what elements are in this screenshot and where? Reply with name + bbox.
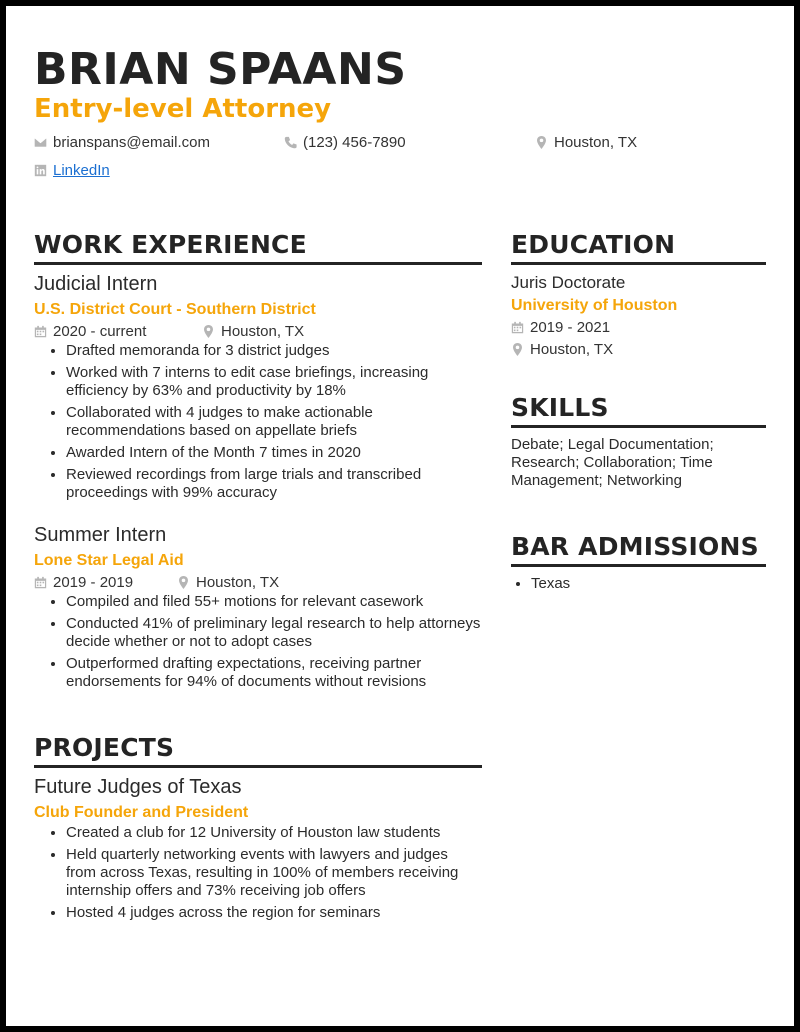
calendar-icon xyxy=(511,321,524,334)
bullet-item: • Awarded Intern of the Month 7 times in 2020 xyxy=(66,444,482,462)
job-bullets xyxy=(34,342,482,502)
contact-phone xyxy=(284,134,406,151)
project-bullets xyxy=(34,824,482,922)
right-column xyxy=(511,230,766,597)
map-pin-icon xyxy=(177,576,190,589)
bullet-item: • Held quarterly networking events with lawyers and judges from across Texas, resulting in 100% of members receiving internship offers and 73% receiving job offers xyxy=(66,846,482,900)
linkedin-icon xyxy=(34,164,47,177)
map-pin-icon xyxy=(535,136,548,149)
education-dates xyxy=(511,319,766,336)
email-icon xyxy=(34,136,47,149)
job-organization: U.S. District Court - Southern District xyxy=(34,301,316,318)
bullet-item: • Reviewed recordings from large trials and transcribed proceedings with 99% accuracy xyxy=(66,466,482,502)
job-location xyxy=(202,323,304,340)
section-title-education: EDUCATION xyxy=(511,230,766,265)
work-experience-section xyxy=(34,230,482,691)
location-text: Houston, TX xyxy=(554,134,638,151)
bullet-item: • Compiled and filed 55+ motions for relevant casework xyxy=(66,593,482,611)
degree: Juris Doctorate xyxy=(511,273,626,292)
bar-admissions-section xyxy=(511,532,766,593)
skills-section xyxy=(511,393,766,490)
bar-admissions-list xyxy=(511,575,766,593)
project-title: Future Judges of Texas xyxy=(34,776,242,798)
left-column xyxy=(34,230,482,926)
education-section xyxy=(511,230,766,363)
map-pin-icon xyxy=(511,343,524,356)
section-title-skills: SKILLS xyxy=(511,393,766,428)
job-location xyxy=(177,574,279,591)
job-dates xyxy=(34,574,177,591)
phone-text: (123) 456-7890 xyxy=(303,134,406,151)
project-entry xyxy=(34,776,482,922)
project-role: Club Founder and President xyxy=(34,804,249,821)
job-location-text: Houston, TX xyxy=(221,323,305,340)
job-meta xyxy=(34,574,482,591)
education-meta xyxy=(511,319,766,363)
section-title-bar-admissions: BAR ADMISSIONS xyxy=(511,532,766,567)
linkedin-link[interactable]: LinkedIn xyxy=(53,162,110,179)
job-dates xyxy=(34,323,202,340)
bullet-item: • Collaborated with 4 judges to make actionable recommendations based on appellate briefs xyxy=(66,404,482,440)
section-title-projects: PROJECTS xyxy=(34,733,482,768)
bullet-item: • Hosted 4 judges across the region for seminars xyxy=(66,904,482,922)
phone-icon xyxy=(284,136,297,149)
bullet-item: • Outperformed drafting expectations, receiving partner endorsements for 94% of documents without revisions xyxy=(66,655,482,691)
job-entry xyxy=(34,524,482,691)
job-dates-text: 2020 - current xyxy=(53,323,147,340)
job-title: Summer Intern xyxy=(34,524,167,546)
bullet-item: • Drafted memoranda for 3 district judges xyxy=(66,342,482,360)
bullet-item: • Conducted 41% of preliminary legal research to help attorneys decide whether or not to adopt cases xyxy=(66,615,482,651)
section-title-work: WORK EXPERIENCE xyxy=(34,230,482,265)
candidate-role: Entry-level Attorney xyxy=(34,94,332,124)
map-pin-icon xyxy=(202,325,215,338)
contact-location xyxy=(535,134,637,151)
resume-page xyxy=(6,6,794,1026)
candidate-name: BRIAN SPAANS xyxy=(34,44,407,95)
contact-linkedin xyxy=(34,162,110,179)
job-title: Judicial Intern xyxy=(34,273,158,295)
job-organization: Lone Star Legal Aid xyxy=(34,552,184,569)
projects-section xyxy=(34,733,482,922)
job-entry xyxy=(34,273,482,502)
contact-email xyxy=(34,134,210,151)
job-meta xyxy=(34,323,482,340)
job-dates-text: 2019 - 2019 xyxy=(53,574,134,591)
school-name: University of Houston xyxy=(511,297,678,314)
bar-admission-item: • Texas xyxy=(531,575,766,593)
job-bullets xyxy=(34,593,482,691)
bullet-item: • Created a club for 12 University of Houston law students xyxy=(66,824,482,842)
email-text: brianspans@email.com xyxy=(53,134,210,151)
job-location-text: Houston, TX xyxy=(196,574,280,591)
education-location-text: Houston, TX xyxy=(530,341,614,358)
calendar-icon xyxy=(34,325,47,338)
skills-list: Debate; Legal Documentation; Research; Collaboration; Time Management; Networking xyxy=(511,436,714,489)
calendar-icon xyxy=(34,576,47,589)
education-dates-text: 2019 - 2021 xyxy=(530,319,611,336)
education-location xyxy=(511,341,766,358)
bullet-item: • Worked with 7 interns to edit case briefings, increasing efficiency by 63% and productivity by 18% xyxy=(66,364,482,400)
